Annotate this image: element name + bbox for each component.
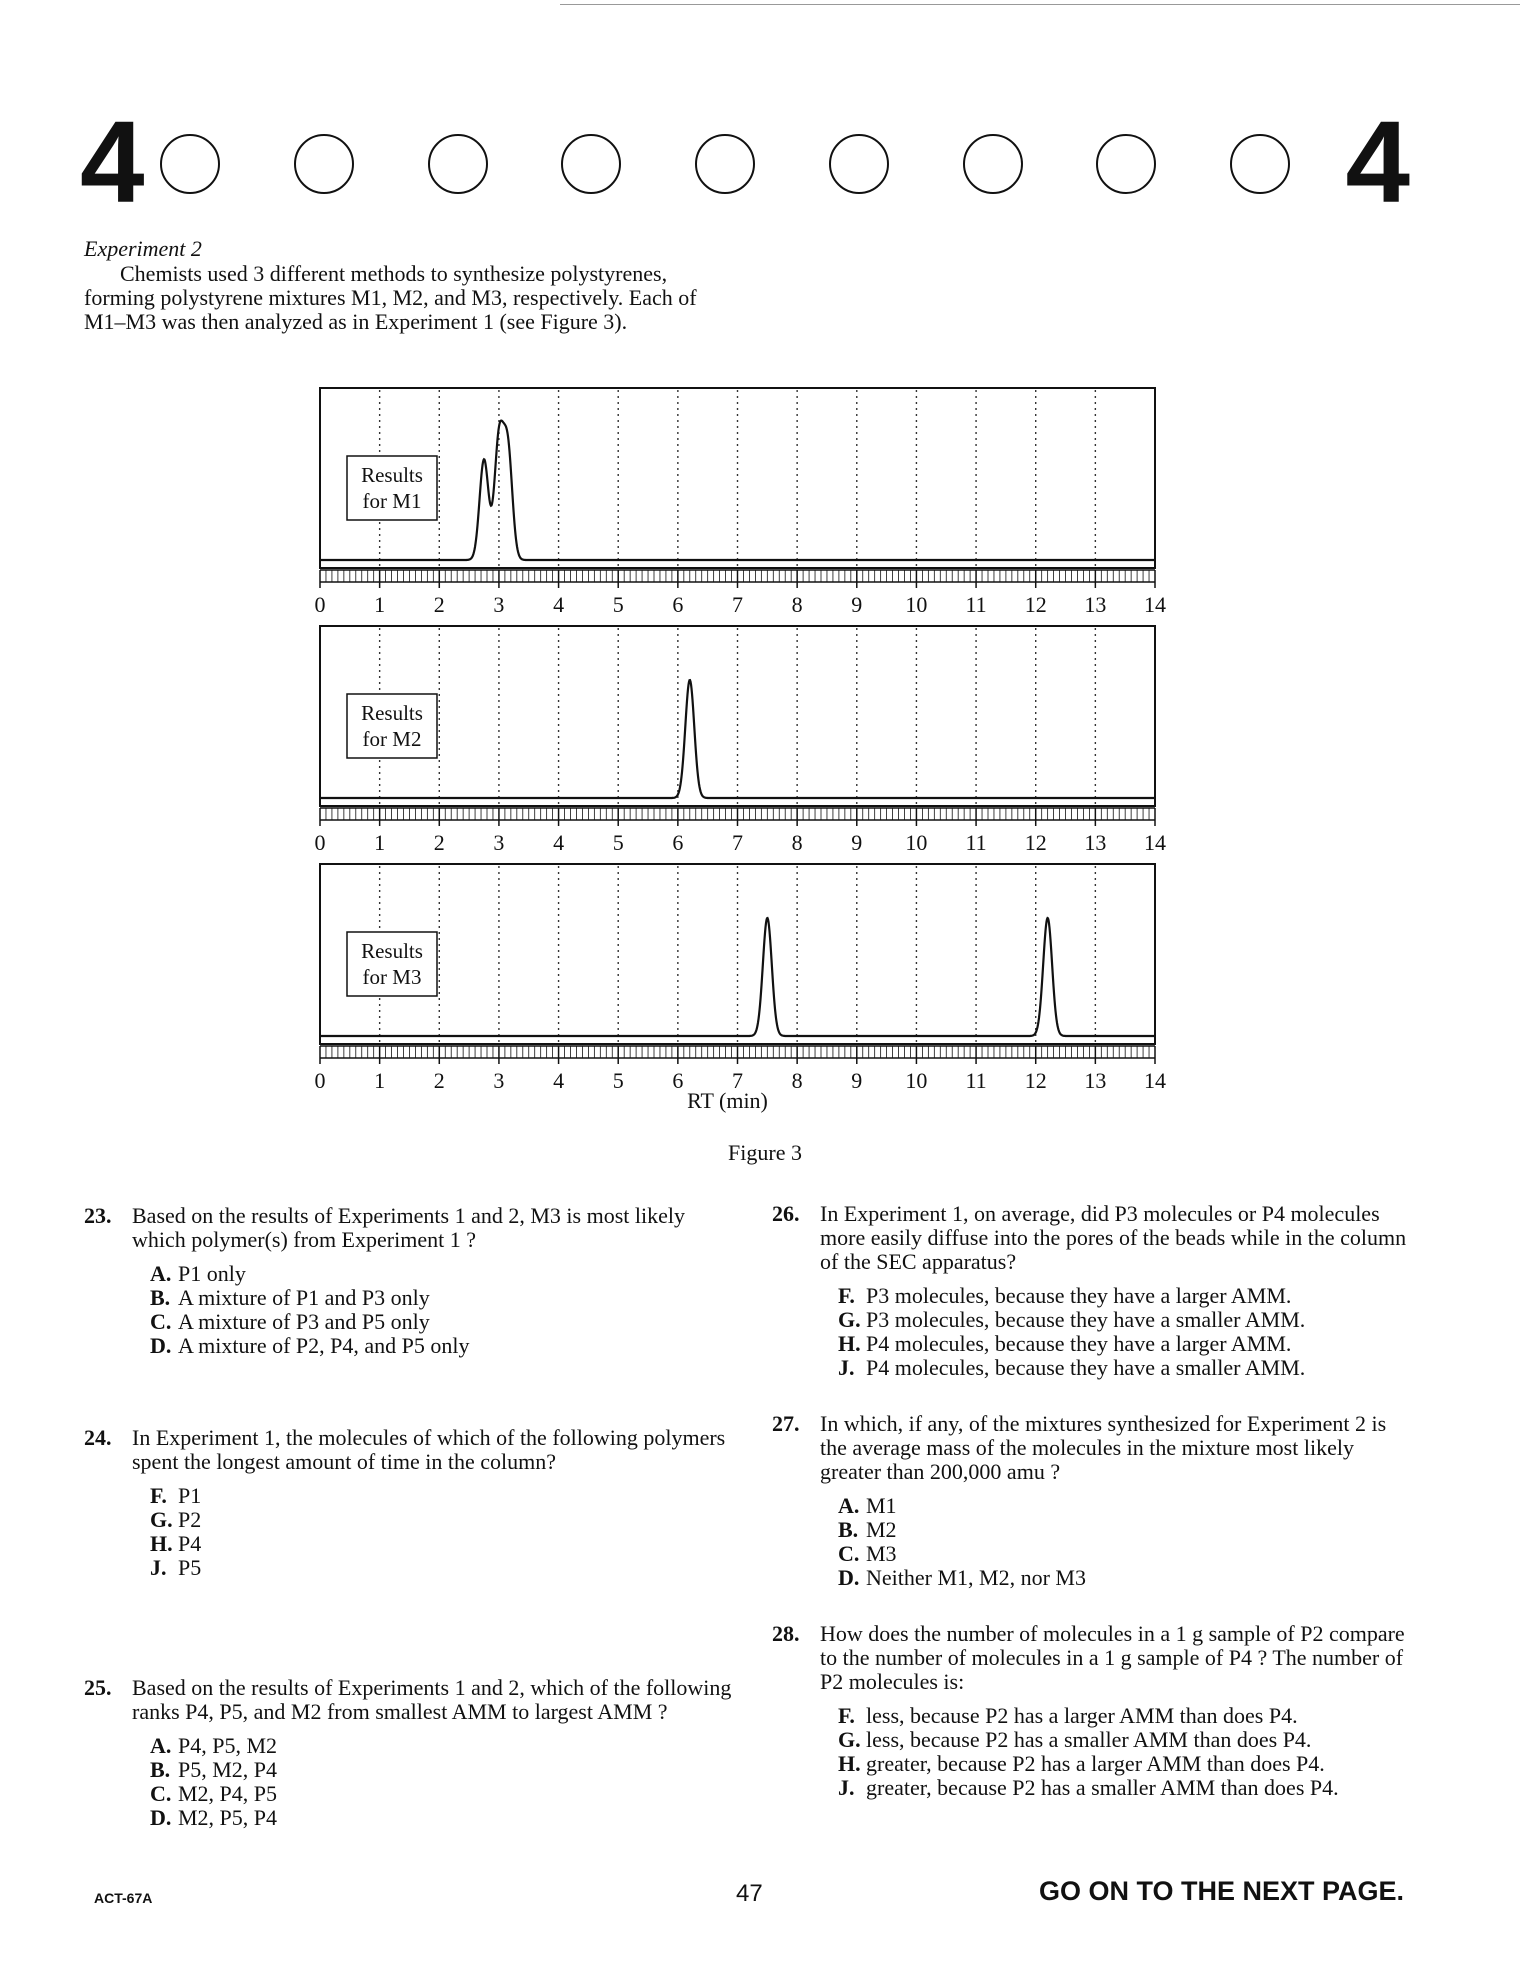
question-23 [84, 1204, 734, 1358]
choice-text: P1 [178, 1483, 202, 1508]
chromatogram-chart [300, 380, 1180, 1140]
choice-text: greater, because P2 has a larger AMM than does P4. [866, 1751, 1325, 1776]
figure-caption: Figure 3 [728, 1140, 802, 1165]
choice-text: M2, P5, P4 [178, 1805, 278, 1830]
choice-letter: B. [838, 1517, 859, 1542]
tick-label: 9 [851, 830, 863, 855]
results-label-line2: for M1 [362, 489, 422, 513]
tick-label: 6 [672, 592, 684, 617]
tick-label: 11 [965, 830, 987, 855]
choice-text: P4 molecules, because they have a larger AMM. [866, 1331, 1292, 1356]
question-text: In Experiment 1, on average, did P3 molecules or P4 molecules more easily diffuse into the pores of the beads while in the column of the SEC apparatus? [820, 1201, 1407, 1274]
experiment-intro: Chemists used 3 different methods to synthesize polystyrenes, forming polystyrene mixtures M1, M2, and M3, respectively. Each of M1–M3 was then analyzed as in Experiment 1 (see Figure 3). [84, 261, 697, 334]
header-circle [1096, 134, 1156, 194]
choice-text: greater, because P2 has a smaller AMM than does P4. [866, 1775, 1339, 1800]
header-circle [428, 134, 488, 194]
choice-b[interactable] [84, 1758, 734, 1782]
choice-letter: A. [150, 1261, 172, 1286]
tick-label: 7 [732, 1068, 743, 1093]
choice-letter: F. [838, 1283, 855, 1308]
choice-letter: J. [838, 1775, 855, 1800]
choice-h[interactable] [772, 1332, 1408, 1356]
tick-label: 2 [433, 1068, 445, 1093]
tick-label: 3 [493, 592, 505, 617]
tick-label: 5 [612, 1068, 624, 1093]
section-header [80, 97, 1410, 227]
tick-label: 7 [732, 830, 743, 855]
results-label-line2: for M2 [362, 727, 422, 751]
choice-g[interactable] [772, 1308, 1408, 1332]
choice-a[interactable] [84, 1262, 734, 1286]
tick-label: 10 [905, 1068, 928, 1093]
tick-label: 10 [905, 830, 928, 855]
choice-letter: J. [150, 1555, 167, 1580]
choice-j[interactable] [84, 1556, 734, 1580]
question-number: 25. [84, 1675, 112, 1700]
choice-letter: H. [838, 1751, 861, 1776]
question-text: In Experiment 1, the molecules of which of the following polymers spent the longest amount of time in the column? [132, 1425, 726, 1474]
choice-d[interactable] [772, 1566, 1408, 1590]
choice-letter: G. [838, 1727, 861, 1752]
chromatogram-trace [320, 421, 1155, 560]
question-24 [84, 1426, 734, 1580]
choice-j[interactable] [772, 1776, 1408, 1800]
results-label-line1: Results [361, 701, 423, 725]
answer-choices [772, 1494, 1408, 1590]
answer-choices [84, 1262, 734, 1358]
header-circle [294, 134, 354, 194]
tick-label: 2 [433, 592, 445, 617]
choice-d[interactable] [84, 1806, 734, 1830]
choice-letter: J. [838, 1355, 855, 1380]
results-label-line1: Results [361, 939, 423, 963]
choice-letter: D. [838, 1565, 860, 1590]
choice-text: P4 [178, 1531, 202, 1556]
choice-c[interactable] [84, 1310, 734, 1334]
answer-choices [772, 1704, 1408, 1800]
tick-label: 1 [374, 1068, 386, 1093]
tick-label: 1 [374, 830, 386, 855]
choice-letter: A. [838, 1493, 860, 1518]
choice-text: less, because P2 has a smaller AMM than does P4. [866, 1727, 1312, 1752]
tick-label: 13 [1084, 592, 1107, 617]
choice-text: M2 [866, 1517, 897, 1542]
choice-b[interactable] [772, 1518, 1408, 1542]
choice-j[interactable] [772, 1356, 1408, 1380]
tick-label: 9 [851, 1068, 863, 1093]
choice-text: A mixture of P3 and P5 only [178, 1309, 430, 1334]
section-number-left: 4 [80, 97, 145, 227]
question-26 [772, 1202, 1408, 1380]
question-25 [84, 1676, 734, 1830]
choice-text: P5 [178, 1555, 202, 1580]
header-circle [160, 134, 220, 194]
tick-label: 8 [791, 830, 803, 855]
choice-g[interactable] [84, 1508, 734, 1532]
section-number-right: 4 [1345, 97, 1410, 227]
chromatogram-trace [320, 918, 1155, 1036]
choice-letter: H. [838, 1331, 861, 1356]
question-number: 24. [84, 1425, 112, 1450]
page-number: 47 [736, 1880, 763, 1907]
choice-f[interactable] [772, 1284, 1408, 1308]
question-text: Based on the results of Experiments 1 and 2, M3 is most likely which polymer(s) from Experiment 1 ? [132, 1203, 685, 1252]
choice-text: A mixture of P2, P4, and P5 only [178, 1333, 470, 1358]
choice-letter: C. [150, 1781, 172, 1806]
choice-text: P5, M2, P4 [178, 1757, 278, 1782]
choice-text: less, because P2 has a larger AMM than does P4. [866, 1703, 1298, 1728]
tick-label: 8 [791, 1068, 803, 1093]
answer-choices [84, 1734, 734, 1830]
tick-label: 0 [314, 830, 326, 855]
choice-text: A mixture of P1 and P3 only [178, 1285, 430, 1310]
choice-d[interactable] [84, 1334, 734, 1358]
tick-label: 4 [553, 592, 565, 617]
tick-label: 11 [965, 592, 987, 617]
question-number: 27. [772, 1411, 800, 1436]
question-number: 23. [84, 1203, 112, 1228]
choice-b[interactable] [84, 1286, 734, 1310]
question-28 [772, 1622, 1408, 1800]
tick-label: 14 [1144, 592, 1166, 617]
tick-label: 12 [1024, 830, 1047, 855]
choice-text: M3 [866, 1541, 897, 1566]
choice-letter: D. [150, 1333, 172, 1358]
tick-label: 5 [612, 592, 624, 617]
choice-text: P3 molecules, because they have a smaller AMM. [866, 1307, 1306, 1332]
tick-label: 11 [965, 1068, 987, 1093]
tick-label: 12 [1024, 592, 1047, 617]
tick-label: 14 [1144, 830, 1166, 855]
tick-label: 1 [374, 592, 386, 617]
choice-letter: F. [150, 1483, 167, 1508]
question-text: Based on the results of Experiments 1 and 2, which of the following ranks P4, P5, and M2 from smallest AMM to largest AMM ? [132, 1675, 732, 1724]
tick-label: 10 [905, 592, 928, 617]
choice-text: Neither M1, M2, nor M3 [866, 1565, 1086, 1590]
question-text: How does the number of molecules in a 1 g sample of P2 compare to the number of molecules in a 1 g sample of P4 ? The number of P2 molecules is: [820, 1621, 1405, 1694]
tick-label: 6 [672, 830, 684, 855]
tick-label: 7 [732, 592, 743, 617]
choice-text: P4 molecules, because they have a smaller AMM. [866, 1355, 1306, 1380]
choice-letter: C. [150, 1309, 172, 1334]
header-circle [963, 134, 1023, 194]
choice-text: M2, P4, P5 [178, 1781, 278, 1806]
tick-label: 5 [612, 830, 624, 855]
figure-3 [300, 380, 1180, 1140]
choice-a[interactable] [84, 1734, 734, 1758]
choice-letter: D. [150, 1805, 172, 1830]
answer-choices [772, 1284, 1408, 1380]
next-page-notice: GO ON TO THE NEXT PAGE. [1038, 1876, 1404, 1906]
tick-label: 8 [791, 592, 803, 617]
tick-label: 13 [1084, 830, 1107, 855]
tick-label: 3 [493, 1068, 505, 1093]
results-label-line2: for M3 [362, 965, 422, 989]
header-circle [561, 134, 621, 194]
choice-letter: G. [838, 1307, 861, 1332]
question-number: 28. [772, 1621, 800, 1646]
top-rule [560, 4, 1520, 5]
experiment-title: Experiment 2 [84, 236, 202, 261]
tick-label: 13 [1084, 1068, 1107, 1093]
choice-text: P3 molecules, because they have a larger AMM. [866, 1283, 1292, 1308]
tick-label: 14 [1144, 1068, 1166, 1093]
choice-letter: G. [150, 1507, 173, 1532]
choice-text: P2 [178, 1507, 202, 1532]
choice-c[interactable] [772, 1542, 1408, 1566]
question-27 [772, 1412, 1408, 1590]
choice-letter: F. [838, 1703, 855, 1728]
tick-label: 3 [493, 830, 505, 855]
tick-label: 4 [553, 830, 565, 855]
tick-label: 0 [314, 592, 326, 617]
test-code: ACT-67A [94, 1890, 153, 1906]
header-circle [829, 134, 889, 194]
choice-text: P1 only [178, 1261, 246, 1286]
choice-letter: B. [150, 1285, 171, 1310]
answer-choices [84, 1484, 734, 1580]
choice-letter: H. [150, 1531, 173, 1556]
choice-letter: B. [150, 1757, 171, 1782]
tick-label: 2 [433, 830, 445, 855]
choice-f[interactable] [772, 1704, 1408, 1728]
choice-letter: C. [838, 1541, 860, 1566]
tick-label: 9 [851, 592, 863, 617]
choice-text: P4, P5, M2 [178, 1733, 278, 1758]
choice-text: M1 [866, 1493, 897, 1518]
question-number: 26. [772, 1201, 800, 1226]
choice-c[interactable] [84, 1782, 734, 1806]
tick-label: 0 [314, 1068, 326, 1093]
header-circle [695, 134, 755, 194]
choice-g[interactable] [772, 1728, 1408, 1752]
choice-h[interactable] [772, 1752, 1408, 1776]
tick-label: 12 [1024, 1068, 1047, 1093]
choice-a[interactable] [772, 1494, 1408, 1518]
header-circle [1230, 134, 1290, 194]
results-label-line1: Results [361, 463, 423, 487]
question-text: In which, if any, of the mixtures synthesized for Experiment 2 is the average mass of the molecules in the mixture most likely greater than 200,000 amu ? [820, 1411, 1387, 1484]
choice-f[interactable] [84, 1484, 734, 1508]
tick-label: 4 [553, 1068, 565, 1093]
tick-label: 6 [672, 1068, 684, 1093]
choice-h[interactable] [84, 1532, 734, 1556]
x-axis-label: RT (min) [687, 1088, 768, 1113]
chromatogram-trace [320, 680, 1155, 798]
choice-letter: A. [150, 1733, 172, 1758]
